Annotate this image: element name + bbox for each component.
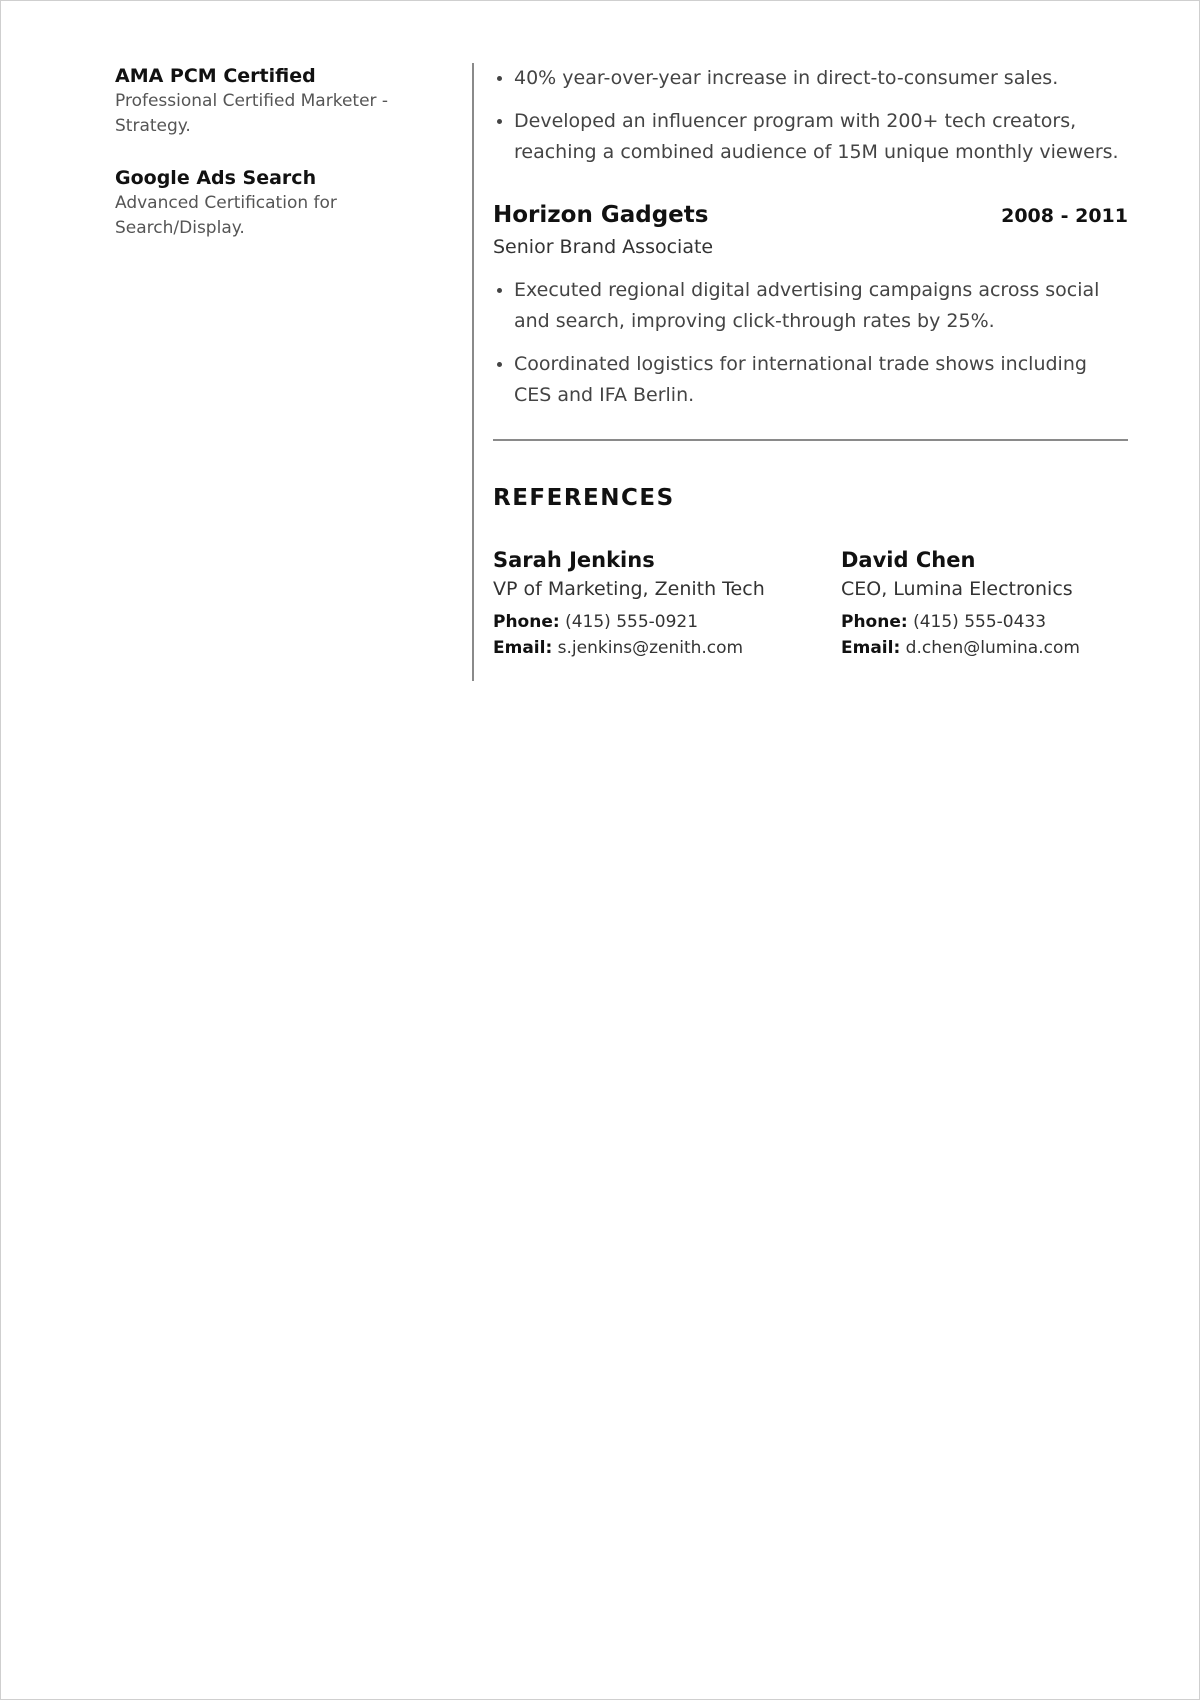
certification-description: Professional Certified Marketer - Strategy. — [115, 91, 389, 136]
job-company: Horizon Gadgets — [493, 202, 709, 228]
job-header — [493, 199, 1128, 231]
email-label: Email: — [841, 638, 901, 658]
bullet-item: • 40% year-over-year increase in direct-to-consumer sales. — [514, 63, 1128, 94]
job-bullets — [493, 275, 1128, 411]
email-value: d.chen@lumina.com — [905, 638, 1080, 658]
reference-card — [493, 545, 841, 661]
section-divider — [493, 439, 1128, 441]
phone-label: Phone: — [841, 612, 908, 632]
column-divider — [472, 63, 474, 681]
reference-phone — [493, 609, 841, 635]
reference-title: CEO, Lumina Electronics — [841, 578, 1073, 600]
reference-name: David Chen — [841, 548, 976, 572]
phone-value: (415) 555-0921 — [565, 612, 699, 632]
bullet-item: • Executed regional digital advertising campaigns across social and search, improving click-through rates by 25%. — [514, 275, 1128, 337]
reference-phone — [841, 609, 1128, 635]
reference-title: VP of Marketing, Zenith Tech — [493, 578, 765, 600]
certification-title: AMA PCM Certified — [115, 65, 316, 87]
certification-item — [115, 63, 415, 139]
reference-card — [841, 545, 1128, 661]
phone-value: (415) 555-0433 — [913, 612, 1047, 632]
references-list — [493, 545, 1128, 661]
job-role: Senior Brand Associate — [493, 236, 714, 258]
previous-job-bullets — [493, 63, 1128, 168]
phone-label: Phone: — [493, 612, 560, 632]
certification-item — [115, 165, 415, 241]
email-label: Email: — [493, 638, 553, 658]
reference-email — [841, 635, 1128, 661]
references-heading: REFERENCES — [493, 485, 675, 511]
email-value: s.jenkins@zenith.com — [557, 638, 744, 658]
job-entry — [493, 199, 1128, 411]
certification-title: Google Ads Search — [115, 167, 317, 189]
certification-description: Advanced Certification for Search/Display. — [115, 193, 337, 238]
experience-column — [493, 63, 1128, 661]
job-dates: 2008 - 2011 — [1001, 205, 1128, 227]
reference-email — [493, 635, 841, 661]
bullet-item: • Coordinated logistics for international trade shows including CES and IFA Berlin. — [514, 349, 1128, 411]
bullet-item: • Developed an influencer program with 200+ tech creators, reaching a combined audience of 15M unique monthly viewers. — [514, 106, 1128, 168]
certifications-column — [115, 63, 415, 267]
reference-name: Sarah Jenkins — [493, 548, 655, 572]
